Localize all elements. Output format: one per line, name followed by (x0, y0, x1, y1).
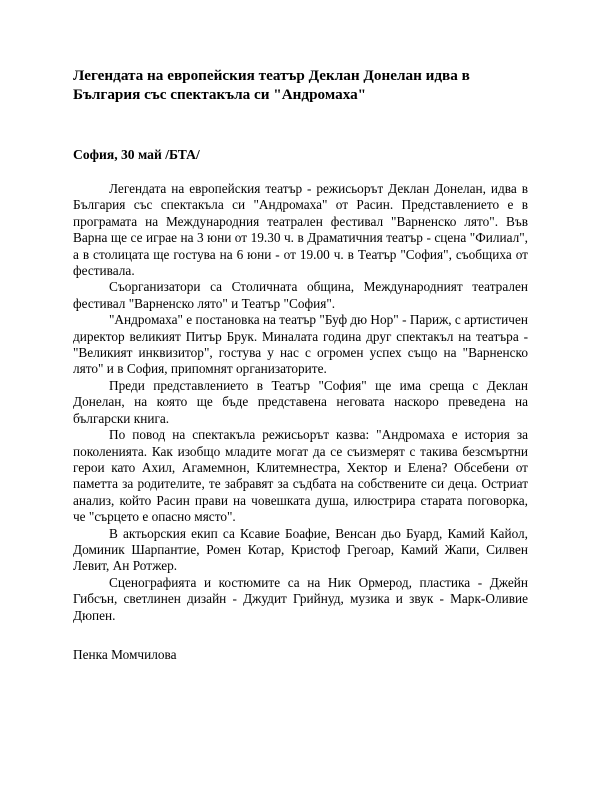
paragraph: По повод на спектакъла режисьорът казва: "Андромаха е история за поколенията. Как изобщо младите могат да се съизмерят с такива безсмъртни герои като Ахил, Агамемнон, Клитемнестра, Хектор и Елена? Обсебени от паметта за родителите, те забравят за съдбата на собствените си деца. Остриат анализ, който Расин прави на човешката душа, илюстрира старата поговорка, че "сърцето е опасно място". (73, 427, 528, 525)
article-title: Легендата на европейския театър Деклан Донелан идва в България със спектакъла си "Андромаха" (73, 67, 470, 103)
paragraph: Съорганизатори са Столичната община, Международният театрален фестивал "Варненско лято" и Театър "София". (73, 279, 528, 311)
article-body (73, 181, 528, 624)
paragraph: Сценографията и костюмите са на Ник Ормерод, пластика - Джейн Гибсън, светлинен дизайн - Джудит Грийнуд, музика и звук - Марк-Оливие Дюпен. (73, 574, 528, 623)
document-page (73, 66, 528, 663)
author-signature: Пенка Момчилова (73, 646, 177, 662)
article-dateline: София, 30 май /БТА/ (73, 147, 200, 162)
paragraph: Преди представлението в Театър "София" ще има среща с Деклан Донелан, на която ще бъде представена неговата наскоро преведена на български книга. (73, 377, 528, 426)
paragraph: "Андромаха" е постановка на театър "Буф дю Нор" - Париж, с артистичен директор великият Питър Брук. Миналата година друг спектакъл на театъра - "Великият инквизитор", гостува у нас с огромен успех също на "Варненско лято" и в София, припомнят организаторите. (73, 312, 528, 377)
paragraph: Легендата на европейския театър - режисьорът Деклан Донелан, идва в България със спектакъла си "Андромаха" от Расин. Представлението е в програмата на Международния театрален фестивал "Варненско лято". Във Варна ще се играе на 3 юни от 19.30 ч. в Драматичния театър - сцена "Филиал", а в столицата ще гостува на 6 юни - от 19.00 ч. в Театър "София", съобщиха от фестивала. (73, 181, 528, 279)
paragraph: В актьорския екип са Ксавие Боафие, Венсан дьо Буард, Камий Кайол, Доминик Шарпантие, Ромен Котар, Кристоф Грегоар, Камий Жапи, Силвен Левит, Ан Ротжер. (73, 525, 528, 574)
